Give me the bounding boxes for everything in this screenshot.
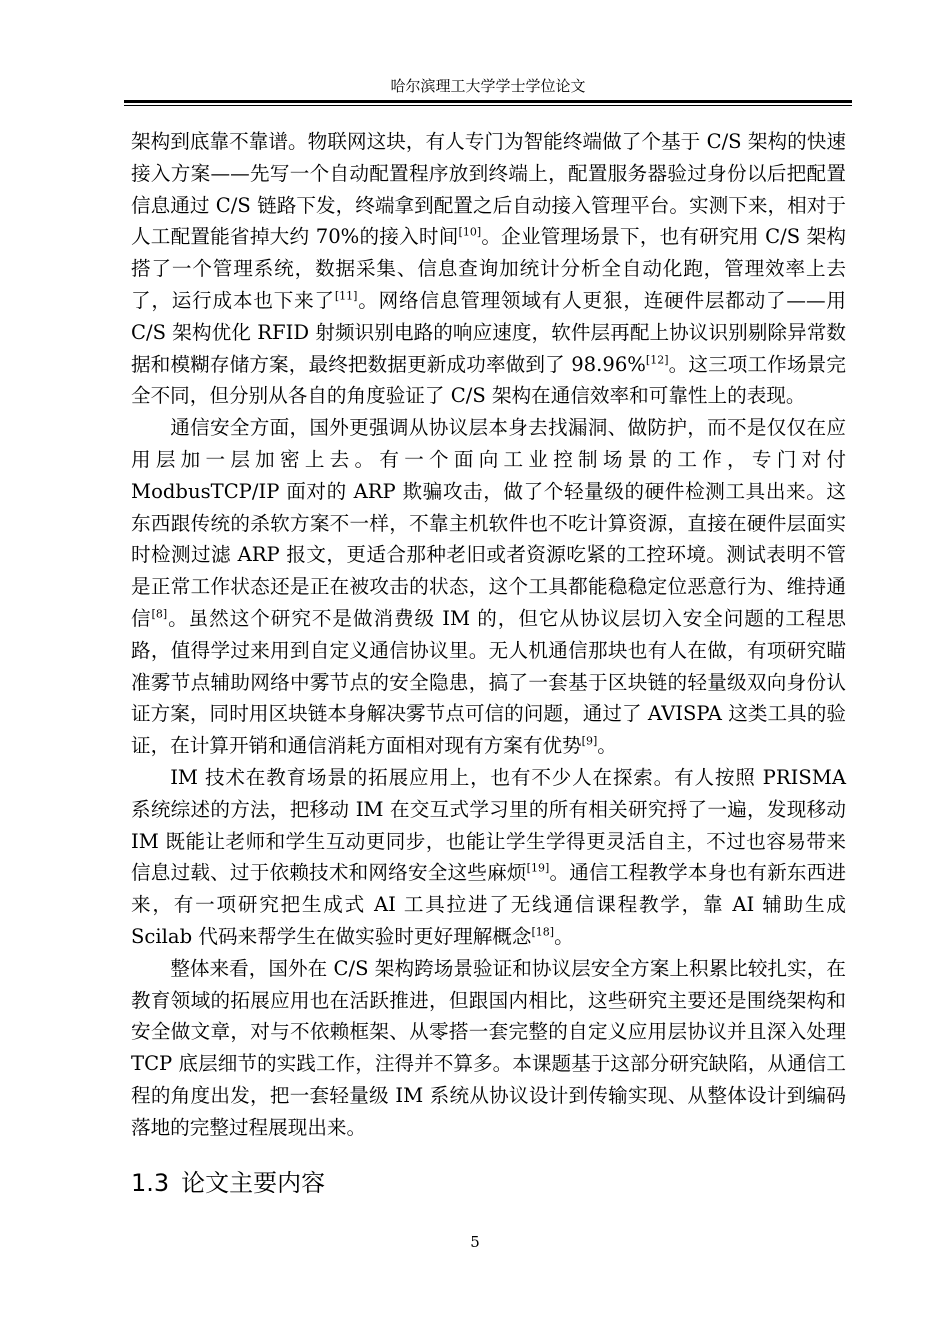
header-rule-thin (124, 105, 852, 106)
paragraph-summary (131, 953, 846, 1144)
citation-ref: [12] (645, 353, 669, 367)
text-run: IM 技术在教育场景的拓展应用上，也有不少人在探索。有人按照 PRISMA 系统综述的方法，把移动 IM 在交互式学习里的所有相关研究捋了一遍，发现移动 IM 既能让老师和学生互动更同步，也能让学生学得更灵活自主，不过也容易带来信息过载、过于依赖技术和网络安全这些麻烦 (131, 765, 846, 885)
text-run: 。虽然这个研究不是做消费级 IM 的，但它从协议层切入安全问题的工程思路，值得学过来用到自定义通信协议里。无人机通信那块也有人在做，有项研究瞄准雾节点辅助网络中雾节点的安全隐患，搞了一套基于区块链的轻量级双向身份认证方案，同时用区块链本身解决雾节点可信的问题，通过了 AVISPA 这类工具的验证，在计算开销和通信消耗方面相对现有方案有优势 (131, 606, 847, 758)
text-run: 。通信工程教学本身也有新东西进来，有一项研究把生成式 AI 工具拉进了无线通信课程教学，靠 AI 辅助生成 Scilab 代码来帮学生在做实验时更好理解概念 (131, 861, 847, 948)
section-number: 1.3 (131, 1168, 170, 1197)
citation-ref: [18] (531, 925, 555, 939)
page-number: 5 (470, 1233, 480, 1251)
citation-ref: [19] (526, 861, 550, 875)
text-run: 。网络信息管理领域有人更狠，连硬件层都动了——用 C/S 架构优化 RFID 射频识别电路的响应速度，软件层再配上协议识别剔除异常数据和模糊存储方案，最终把数据更新成功率做到了 98.96% (131, 288, 847, 376)
text-run: 整体来看，国外在 C/S 架构跨场景验证和协议层安全方案上积累比较扎实，在教育领域的拓展应用也在活跃推进，但跟国内相比，这些研究主要还是围绕架构和安全做文章，对与不依赖框架、从零搭一套完整的自定义应用层协议并且深入处理 TCP 底层细节的实践工作，注得并不算多。本课题基于这部分研究缺陷，从通信工程的角度出发，把一套轻量级 IM 系统从协议设计到传输实现、从整体设计到编码落地的完整过程展现出来。 (131, 956, 846, 1139)
paragraph-security (131, 412, 846, 762)
citation-ref: [11] (334, 289, 358, 303)
citation-ref: [9] (581, 734, 598, 748)
text-run: 架构到底靠不靠谱。物联网这块，有人专门为智能终端做了个基于 C/S 架构的快速接入方案——先写一个自动配置程序放到终端上，配置服务器验过身份以后把配置信息通过 C/S 链路下发，终端拿到配置之后自动接入管理平台。实测下来，相对于人工配置能省掉大约 70%的接入时间 (131, 130, 846, 249)
citation-ref: [10] (458, 225, 482, 239)
citation-ref: [8] (151, 607, 168, 621)
text-run: 通信安全方面，国外更强调从协议层本身去找漏洞、做防护，而不是仅仅在应用层加一层加密上去。有一个面向工业控制场景的工作，专门对付 ModbusTCP/IP 面对的 ARP 欺骗攻击，做了个轻量级的硬件检测工具出来。这东西跟传统的杀软方案不一样，不靠主机软件也不吃计算资源，直接在硬件层面实时检测过滤 ARP 报文，更适合那种老旧或者资源吃紧的工控环境。测试表明不管是正常工作状态还是正在被攻击的状态，这个工具都能稳稳定位恶意行为、维持通信 (131, 416, 846, 630)
section-title: 论文主要内容 (181, 1168, 326, 1197)
text-run: 。 (554, 924, 574, 948)
running-header: 哈尔滨理工大学学士学位论文 (390, 77, 586, 95)
paragraph-continued (131, 126, 846, 412)
paragraph-education (131, 762, 846, 953)
section-heading (131, 1166, 846, 1200)
page-body (131, 126, 846, 1200)
text-run: 。这三项工作场景完全不同，但分别从各自的角度验证了 C/S 架构在通信效率和可靠性上的表现。 (131, 352, 846, 408)
text-run: 。 (597, 734, 617, 758)
text-run: 。企业管理场景下，也有研究用 C/S 架构搭了一个管理系统，数据采集、信息查询加统计分析全自动化跑，管理效率上去了，运行成本也下来了 (131, 225, 846, 312)
header-rule-thick (124, 100, 852, 103)
